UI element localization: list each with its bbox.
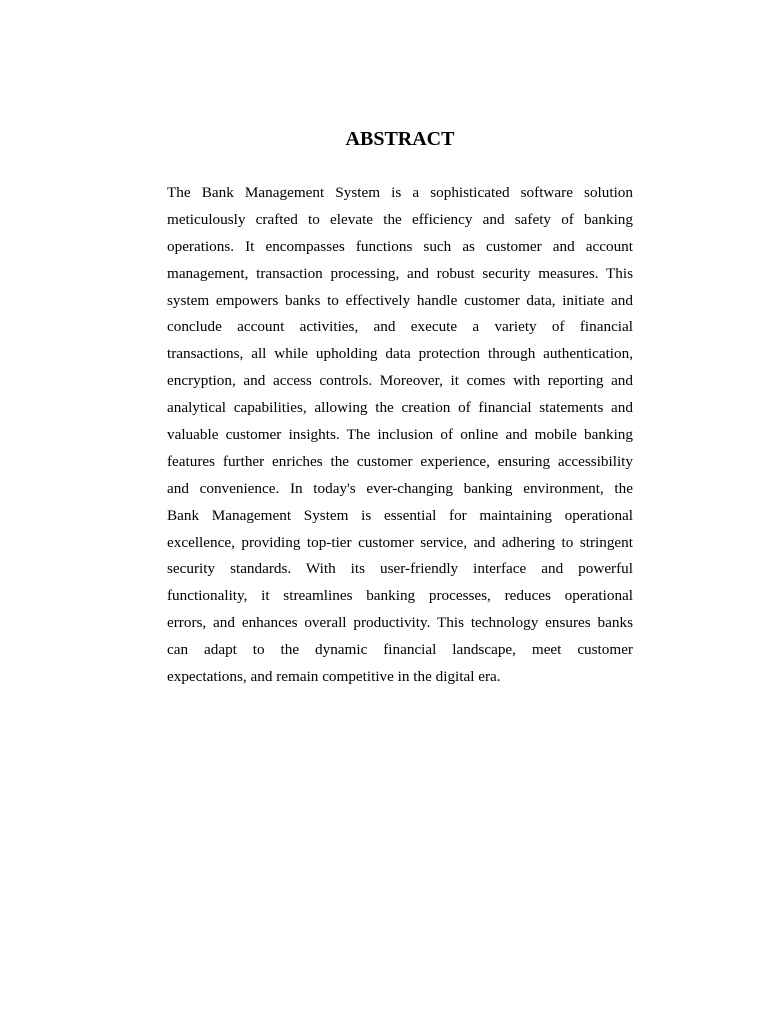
abstract-line: features further enriches the customer experience, ensuring accessibility [167,452,633,470]
abstract-line: system empowers banks to effectively handle customer data, initiate and [167,291,633,309]
abstract-line: operations. It encompasses functions such as customer and account [167,237,633,255]
abstract-line: excellence, providing top-tier customer service, and adhering to stringent [167,533,633,551]
abstract-line: errors, and enhances overall productivity. This technology ensures banks [167,614,633,632]
abstract-line: expectations, and remain competitive in the digital era. [167,668,501,686]
abstract-line: meticulously crafted to elevate the efficiency and safety of banking [167,210,633,228]
abstract-line: encryption, and access controls. Moreover, it comes with reporting and [167,372,633,390]
abstract-line: security standards. With its user-friendly interface and powerful [167,560,633,578]
abstract-line: management, transaction processing, and robust security measures. This [167,264,633,282]
abstract-line: valuable customer insights. The inclusion of online and mobile banking [167,426,633,444]
abstract-body [167,180,633,691]
abstract-line: conclude account activities, and execute a variety of financial [167,318,633,336]
abstract-line: analytical capabilities, allowing the creation of financial statements and [167,399,633,417]
abstract-line: can adapt to the dynamic financial landscape, meet customer [167,641,633,659]
abstract-line: functionality, it streamlines banking processes, reduces operational [167,587,633,605]
abstract-line: Bank Management System is essential for maintaining operational [167,506,633,524]
abstract-line: The Bank Management System is a sophisticated software solution [167,184,633,201]
abstract-line: and convenience. In today's ever-changing banking environment, the [167,479,633,497]
abstract-title: ABSTRACT [345,128,455,150]
abstract-line: transactions, all while upholding data protection through authentication, [167,345,633,363]
